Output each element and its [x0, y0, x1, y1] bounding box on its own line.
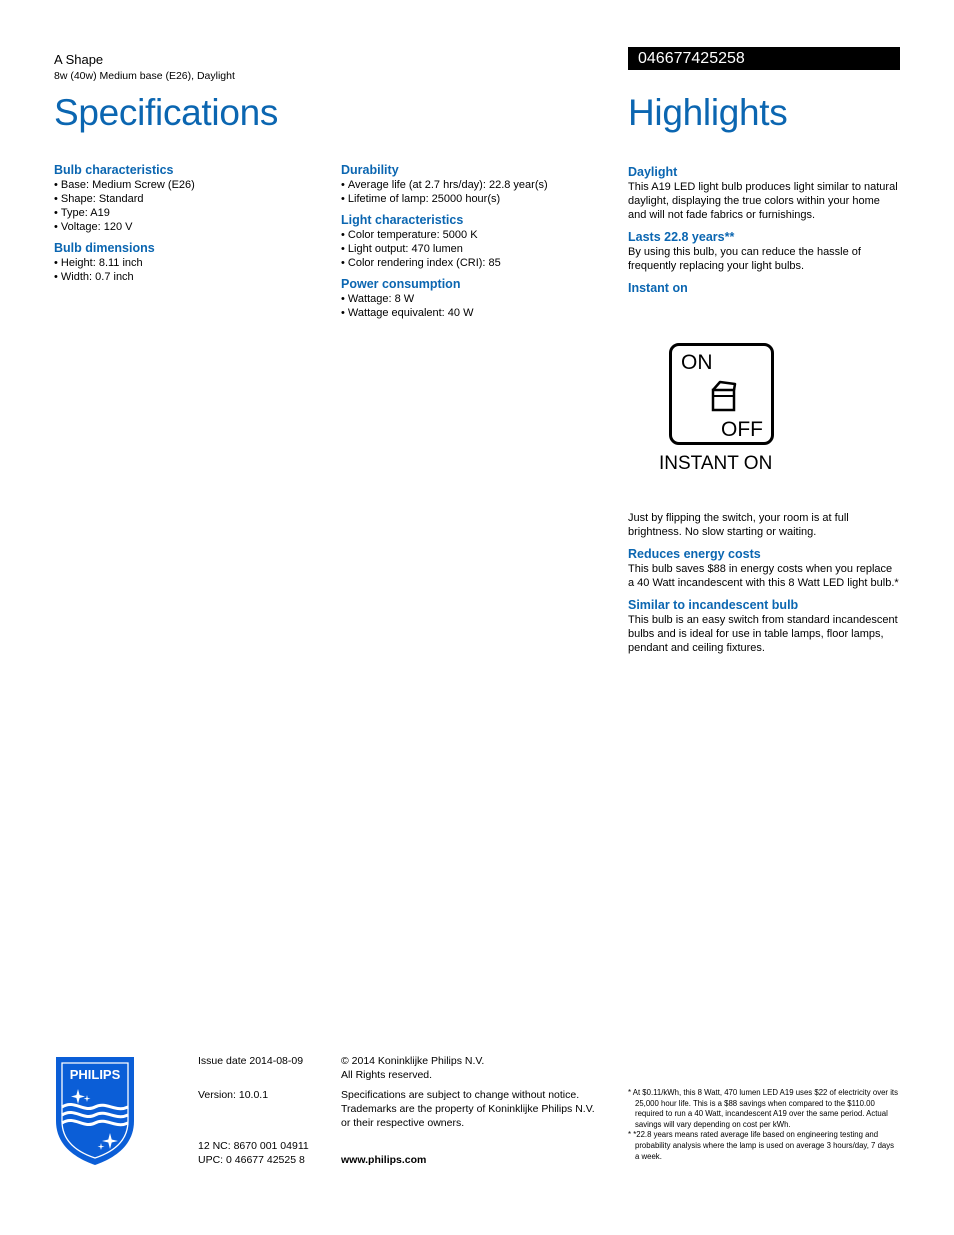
footnotes	[628, 1088, 900, 1162]
specs-column-1	[54, 163, 324, 291]
highlight-instant-on	[628, 281, 900, 296]
website-link[interactable]: www.philips.com	[341, 1154, 427, 1166]
spec-item: • Average life (at 2.7 hrs/day): 22.8 year(s)	[341, 178, 611, 192]
highlight-text: This A19 LED light bulb produces light similar to natural daylight, displaying the true colors within your home and will not fade fabrics or furnishings.	[628, 181, 898, 221]
spec-item: • Height: 8.11 inch	[54, 256, 324, 270]
footnote-life: * *22.8 years means rated average life based on engineering testing and probability analysis where the lamp is used on average 3 hours/day, 7 days a week.	[628, 1130, 895, 1161]
product-subtitle: 8w (40w) Medium base (E26), Daylight	[54, 70, 235, 82]
switch-off-label: OFF	[721, 418, 763, 441]
highlight-lasts	[628, 230, 900, 273]
highlight-energy	[628, 547, 900, 590]
issue-date: Issue date 2014-08-09	[198, 1055, 304, 1067]
highlight-title: Daylight	[628, 165, 678, 179]
switch-on-label: ON	[681, 351, 713, 374]
spec-section-power-consumption	[341, 277, 611, 320]
upc-number: UPC: 0 46677 42525 8	[198, 1154, 305, 1166]
light-switch-icon	[711, 380, 739, 419]
instant-on-caption: INSTANT ON	[659, 453, 773, 474]
spec-item: • Base: Medium Screw (E26)	[54, 178, 324, 192]
twelve-nc: 12 NC: 8670 001 04911	[198, 1140, 309, 1152]
spec-item: • Voltage: 120 V	[54, 220, 324, 234]
highlights-title: Highlights	[628, 92, 788, 133]
highlight-text: This bulb saves $88 in energy costs when you replace a 40 Watt incandescent with this 8 Watt LED light bulb.*	[628, 563, 899, 589]
spec-section-title: Power consumption	[341, 277, 461, 291]
spec-item: • Wattage: 8 W	[341, 292, 611, 306]
specifications-title: Specifications	[54, 92, 279, 133]
spec-item: • Lifetime of lamp: 25000 hour(s)	[341, 192, 611, 206]
spec-section-light-characteristics	[341, 213, 611, 270]
spec-item: • Shape: Standard	[54, 192, 324, 206]
product-name: A Shape	[54, 52, 104, 67]
spec-section-title: Light characteristics	[341, 213, 464, 227]
spec-section-bulb-characteristics	[54, 163, 324, 234]
spec-item: • Color rendering index (CRI): 85	[341, 256, 611, 270]
highlight-title: Instant on	[628, 281, 688, 295]
highlight-text: This bulb is an easy switch from standard incandescent bulbs and is ideal for use in table lamps, floor lamps, pendant and ceiling fixtures.	[628, 614, 898, 654]
disclaimer-line: Trademarks are the property of Koninklijke Philips N.V.	[341, 1103, 595, 1115]
copyright: © 2014 Koninklijke Philips N.V.	[341, 1055, 485, 1067]
spec-item: • Color temperature: 5000 K	[341, 228, 611, 242]
upc-code-bar: 046677425258	[628, 47, 900, 70]
spec-section-title: Bulb dimensions	[54, 241, 155, 255]
specs-column-2	[341, 163, 611, 327]
highlight-daylight	[628, 165, 900, 222]
philips-logo	[54, 1055, 136, 1172]
disclaimer-line: Specifications are subject to change without notice.	[341, 1089, 580, 1101]
highlight-text: Just by flipping the switch, your room is at full brightness. No slow starting or waiting.	[628, 512, 849, 538]
logo-text: PHILIPS	[69, 1067, 121, 1082]
spec-item: • Width: 0.7 inch	[54, 270, 324, 284]
rights-reserved: All Rights reserved.	[341, 1069, 433, 1081]
highlights-bottom	[628, 511, 900, 663]
highlight-title: Reduces energy costs	[628, 547, 761, 561]
highlights-top	[628, 165, 900, 304]
footnote-energy: * At $0.11/kWh, this 8 Watt, 470 lumen LED A19 uses $22 of electricity over its 25,000 hour life. This is a $88 savings when compared to the $110.00 required to run a 40 Watt, incandescent A19 over the same period. Actual savings will vary depending on cost per kWh.	[628, 1088, 898, 1129]
spec-section-bulb-dimensions	[54, 241, 324, 284]
spec-item: • Light output: 470 lumen	[341, 242, 611, 256]
disclaimer-line: or their respective owners.	[341, 1117, 465, 1129]
spec-section-durability	[341, 163, 611, 206]
highlight-similar	[628, 598, 900, 655]
spec-section-title: Bulb characteristics	[54, 163, 174, 177]
highlight-text: By using this bulb, you can reduce the hassle of frequently replacing your light bulbs.	[628, 246, 861, 272]
highlight-instant-on-text	[628, 511, 900, 539]
spec-item: • Type: A19	[54, 206, 324, 220]
spec-item: • Wattage equivalent: 40 W	[341, 306, 611, 320]
highlight-title: Lasts 22.8 years**	[628, 230, 735, 244]
highlight-title: Similar to incandescent bulb	[628, 598, 799, 612]
version: Version: 10.0.1	[198, 1089, 269, 1101]
spec-section-title: Durability	[341, 163, 399, 177]
